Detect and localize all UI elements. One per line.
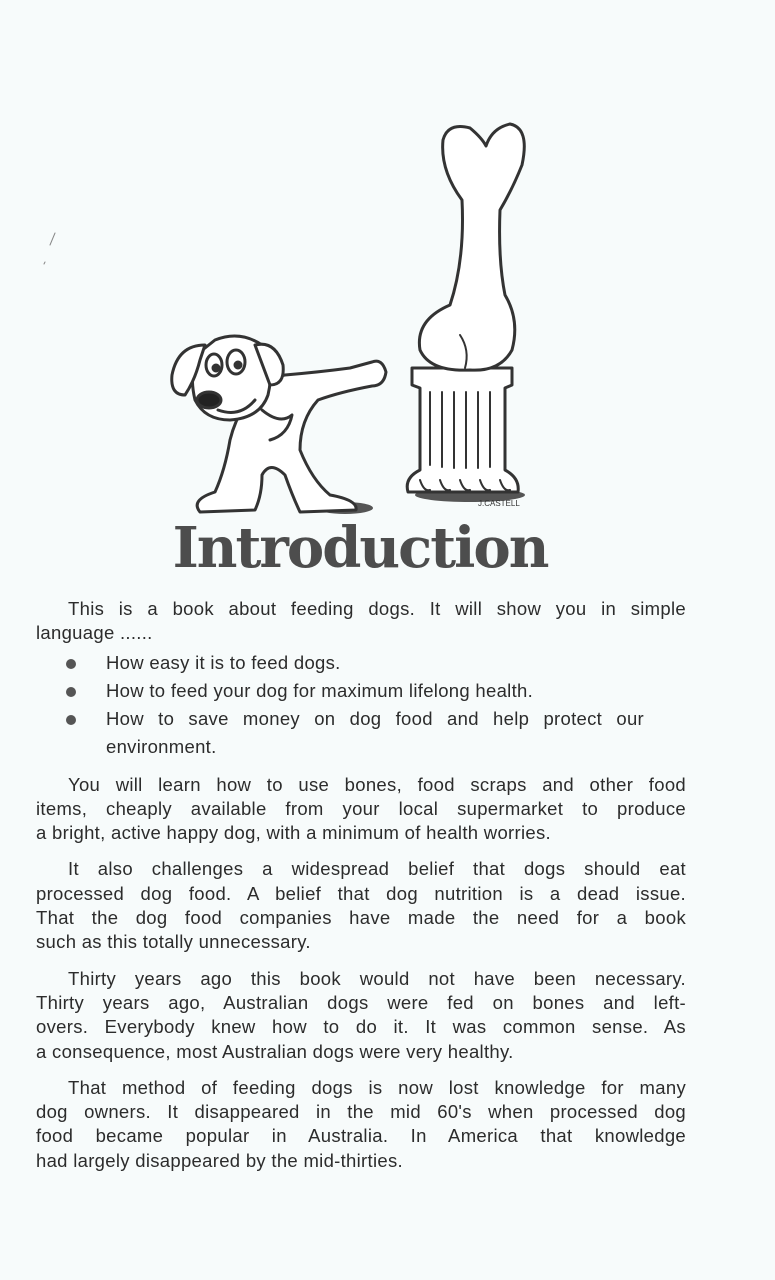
text-line: How to save money on dog food and help protect our [106,707,644,729]
text-line: items, cheaply available from your local supermarket to produce [36,797,686,819]
list-item-text: How easy it is to feed dogs. [106,651,341,673]
paragraph [36,773,686,846]
list-item [36,649,686,677]
text-line: You will learn how to use bones, food scraps and other food [68,773,686,795]
paragraph [36,857,686,954]
text-line: overs. Everybody knew how to do it. It was common sense. As [36,1016,686,1038]
text-line: environment. [106,735,217,757]
text-line: Thirty years ago, Australian dogs were fed on bones and left- [36,991,686,1013]
text-line: Thirty years ago this book would not have been necessary. [68,967,686,989]
pedestal-icon [407,368,518,492]
text-line: had largely disappeared by the mid-thirties. [36,1149,403,1171]
text-line: This is a book about feeding dogs. It will show you in simple [68,598,686,619]
body-text [36,597,686,1185]
text-line: processed dog food. A belief that dog nutrition is a dead issue. [36,882,686,904]
text-line: dog owners. It disappeared in the mid 60's when processed dog [36,1101,686,1123]
text-line: a bright, active happy dog, with a minimum of health worries. [36,822,551,844]
text-line: language ...... [36,622,153,644]
intro-paragraph [36,597,686,646]
dog-and-bone-illustration [0,0,775,520]
bullet-icon [36,649,106,677]
bullet-icon [36,677,106,705]
svg-text:J.CASTELL: J.CASTELL [478,499,520,508]
text-line: a consequence, most Australian dogs were very healthy. [36,1040,514,1062]
text-line: It also challenges a widespread belief that dogs should eat [68,858,686,880]
text-line: such as this totally unnecessary. [36,931,311,953]
list-item-text: How to feed your dog for maximum lifelong health. [106,679,534,701]
text-line: food became popular in Australia. In America that knowledge [36,1125,686,1147]
bullet-icon [36,705,106,761]
paragraph [36,1076,686,1173]
list-item [36,677,686,705]
page-title: Introduction [172,515,548,581]
paragraph [36,967,686,1064]
bullet-list [36,649,686,761]
text-line: That the dog food companies have made the need for a book [36,907,686,929]
list-item-text [106,705,686,761]
text-line: That method of feeding dogs is now lost knowledge for many [68,1076,686,1098]
list-item [36,705,686,761]
bone-icon [419,124,524,370]
